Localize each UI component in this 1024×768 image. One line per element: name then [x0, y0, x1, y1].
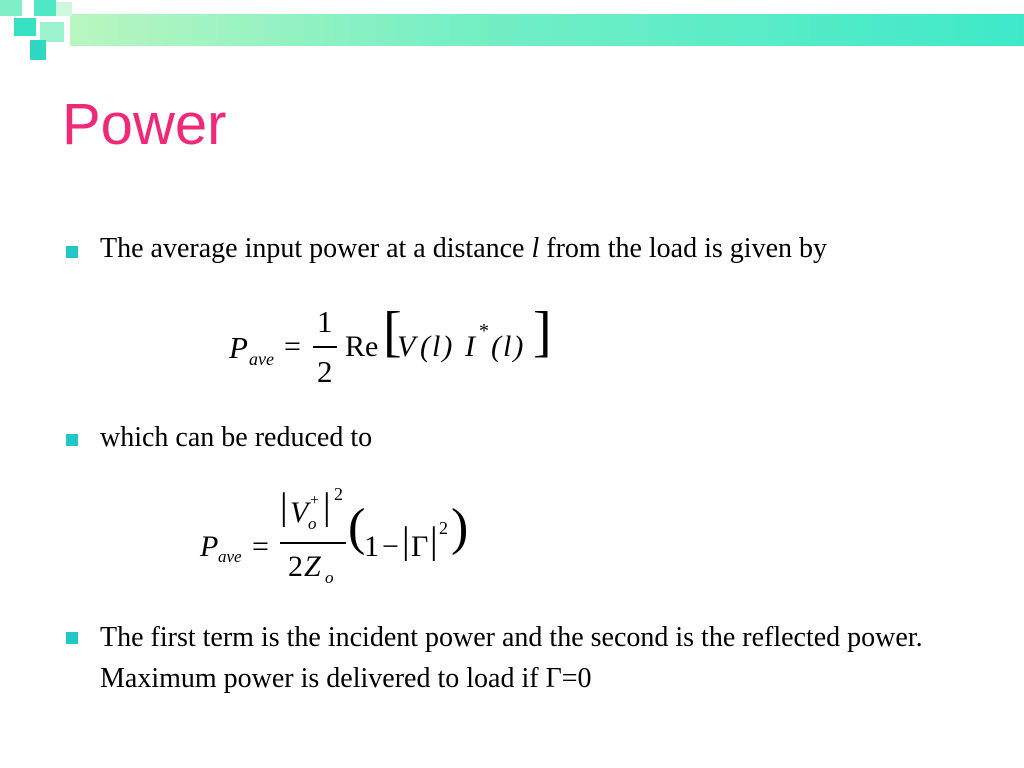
eq1-frac-denominator: 2	[317, 354, 333, 389]
equation-average-power	[225, 300, 565, 400]
equation-reduced-power	[196, 480, 496, 598]
eq2-minus: −	[382, 530, 399, 563]
eq2-numerator-power: 2	[334, 484, 343, 504]
bullet-marker	[66, 632, 78, 644]
eq1-real-part-operator: Re	[345, 330, 379, 363]
eq2-close-paren: )	[451, 499, 469, 556]
band-gradient	[70, 14, 1024, 46]
eq2-open-paren: (	[348, 499, 366, 556]
bullet-marker	[66, 434, 78, 446]
eq1-current: I	[465, 330, 475, 363]
top-decorative-band	[0, 0, 1024, 48]
decor-square	[56, 2, 72, 16]
eq2-numerator-subscript: o	[308, 514, 317, 533]
bullet-text-2: which can be reduced to	[100, 422, 373, 453]
eq2-denominator-coefficient: 2	[288, 550, 303, 583]
eq1-current-argument: (l)	[491, 330, 526, 363]
eq2-reflection-coefficient: Γ	[411, 530, 429, 563]
decor-square	[14, 18, 36, 36]
eq2-equals: =	[252, 530, 269, 563]
eq1-fraction-bar	[313, 346, 337, 348]
eq2-lhs-symbol: P	[200, 530, 219, 563]
eq1-frac-numerator: 1	[317, 304, 333, 339]
slide-title: Power	[62, 92, 227, 157]
eq2-numerator-voltage: V	[290, 496, 309, 529]
eq1-conjugate: *	[479, 320, 489, 342]
eq2-abs-bar-right: |	[323, 486, 331, 528]
decor-square	[30, 40, 46, 60]
eq1-lhs-symbol: P	[229, 330, 248, 365]
bullet-text-1	[100, 230, 980, 267]
eq2-lhs-subscript: ave	[218, 547, 242, 566]
eq1-equals: =	[284, 330, 301, 363]
eq2-gamma-abs-left: |	[402, 520, 410, 562]
eq2-fraction-bar	[280, 542, 346, 544]
bullet-text-3: The first term is the incident power and the second is the reflected power. Maximum power is delivered to load if Γ=0	[100, 622, 923, 694]
bullet-marker	[66, 246, 78, 258]
decor-square	[40, 22, 64, 42]
eq2-numerator-superscript: +	[310, 492, 320, 509]
eq1-open-bracket: [	[383, 301, 402, 363]
decor-square	[0, 0, 22, 16]
eq2-denominator-impedance: Z	[304, 550, 321, 583]
bullet-1-text-start: The average input power at a distance	[100, 233, 532, 264]
eq2-gamma-abs-right: |	[430, 520, 438, 562]
eq1-close-bracket: ]	[533, 301, 552, 363]
eq1-voltage: V	[397, 330, 416, 363]
bullet-1-text-end: from the load is given by	[539, 233, 827, 264]
eq2-gamma-power: 2	[439, 518, 448, 538]
decor-square	[34, 0, 56, 16]
eq2-denominator-subscript: o	[325, 568, 334, 587]
eq2-abs-bar-left: |	[280, 486, 288, 528]
eq2-one: 1	[364, 530, 379, 563]
eq1-lhs-subscript: ave	[249, 349, 274, 369]
eq1-voltage-argument: (l)	[420, 330, 455, 363]
bullet-1-variable: l	[531, 233, 540, 264]
